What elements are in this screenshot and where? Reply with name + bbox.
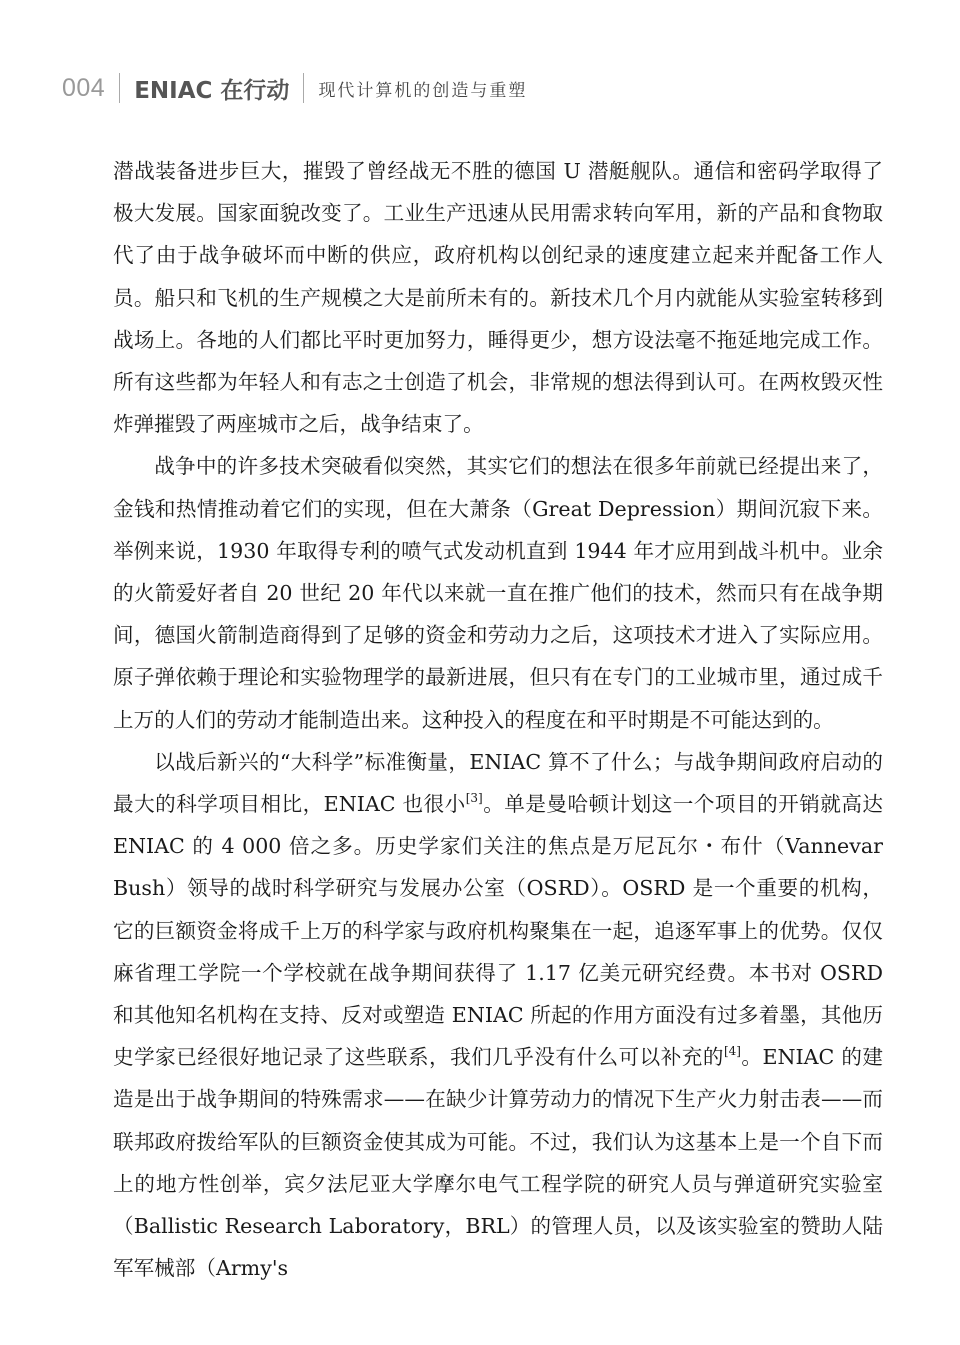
- paragraph: [113, 150, 883, 445]
- reference-marker: [3]: [465, 791, 483, 806]
- body-text: [113, 150, 883, 1289]
- paragraph-text: 。ENIAC 的建造是出于战争期间的特殊需求——在缺少计算劳动力的情况下生产火力射击表——而联邦政府拨给军队的巨额资金使其成为可能。不过，我们认为这基本上是一个自下而上的地方性创举，宾夕法尼亚大学摩尔电气工程学院的研究人员与弹道研究实验室（Ballistic Research Laboratory，BRL）的管理人员，以及该实验室的赞助人陆军军械部（Army's: [113, 1045, 883, 1281]
- header-divider: [119, 73, 120, 103]
- book-subtitle: 现代计算机的创造与重塑: [318, 80, 528, 101]
- paragraph: [113, 445, 883, 740]
- book-title: ENIAC 在行动: [134, 77, 290, 104]
- paragraph: [113, 741, 883, 1290]
- page-number: 004: [62, 73, 106, 102]
- paragraph-text: 潜战装备进步巨大，摧毁了曾经战无不胜的德国 U 潜艇舰队。通信和密码学取得了极大发展。国家面貌改变了。工业生产迅速从民用需求转向军用，新的产品和食物取代了由于战争破坏而中断的供应，政府机构以创纪录的速度建立起来并配备工作人员。船只和飞机的生产规模之大是前所未有的。新技术几个月内就能从实验室转移到战场上。各地的人们都比平时更加努力，睡得更少，想方设法毫不拖延地完成工作。所有这些都为年轻人和有志之士创造了机会，非常规的想法得到认可。在两枚毁灭性炸弹摧毁了两座城市之后，战争结束了。: [113, 159, 883, 437]
- paragraph-text: 以战后新兴的“大科学”标准衡量，ENIAC 算不了什么；与战争期间政府启动的最大的科学项目相比，ENIAC 也很小: [113, 749, 883, 817]
- paragraph-text: 。单是曼哈顿计划这一个项目的开销就高达 ENIAC 的 4 000 倍之多。历史学家们关注的焦点是万尼瓦尔・布什（Vannevar Bush）领导的战时科学研究与发展办公室（OSRD）。OSRD 是一个重要的机构，它的巨额资金将成千上万的科学家与政府机构聚集在一起，追逐军事上的优势。仅仅麻省理工学院一个学校就在战争期间获得了 1.17 亿美元研究经费。本书对 OSRD 和其他知名机构在支持、反对或塑造 ENIAC 所起的作用方面没有过多着墨，其他历史学家已经很好地记录了这些联系，我们几乎没有什么可以补充的: [113, 792, 883, 1070]
- reference-marker: [4]: [723, 1044, 741, 1059]
- running-header: [62, 68, 527, 108]
- header-divider: [303, 73, 304, 103]
- paragraph-text: 战争中的许多技术突破看似突然，其实它们的想法在很多年前就已经提出来了，金钱和热情推动着它们的实现，但在大萧条（Great Depression）期间沉寂下来。举例来说，1930 年取得专利的喷气式发动机直到 1944 年才应用到战斗机中。业余的火箭爱好者自 20 世纪 20 年代以来就一直在推广他们的技术，然而只有在战争期间，德国火箭制造商得到了足够的资金和劳动力之后，这项技术才进入了实际应用。原子弹依赖于理论和实验物理学的最新进展，但只有在专门的工业城市里，通过成千上万的人们的劳动才能制造出来。这种投入的程度在和平时期是不可能达到的。: [113, 454, 883, 732]
